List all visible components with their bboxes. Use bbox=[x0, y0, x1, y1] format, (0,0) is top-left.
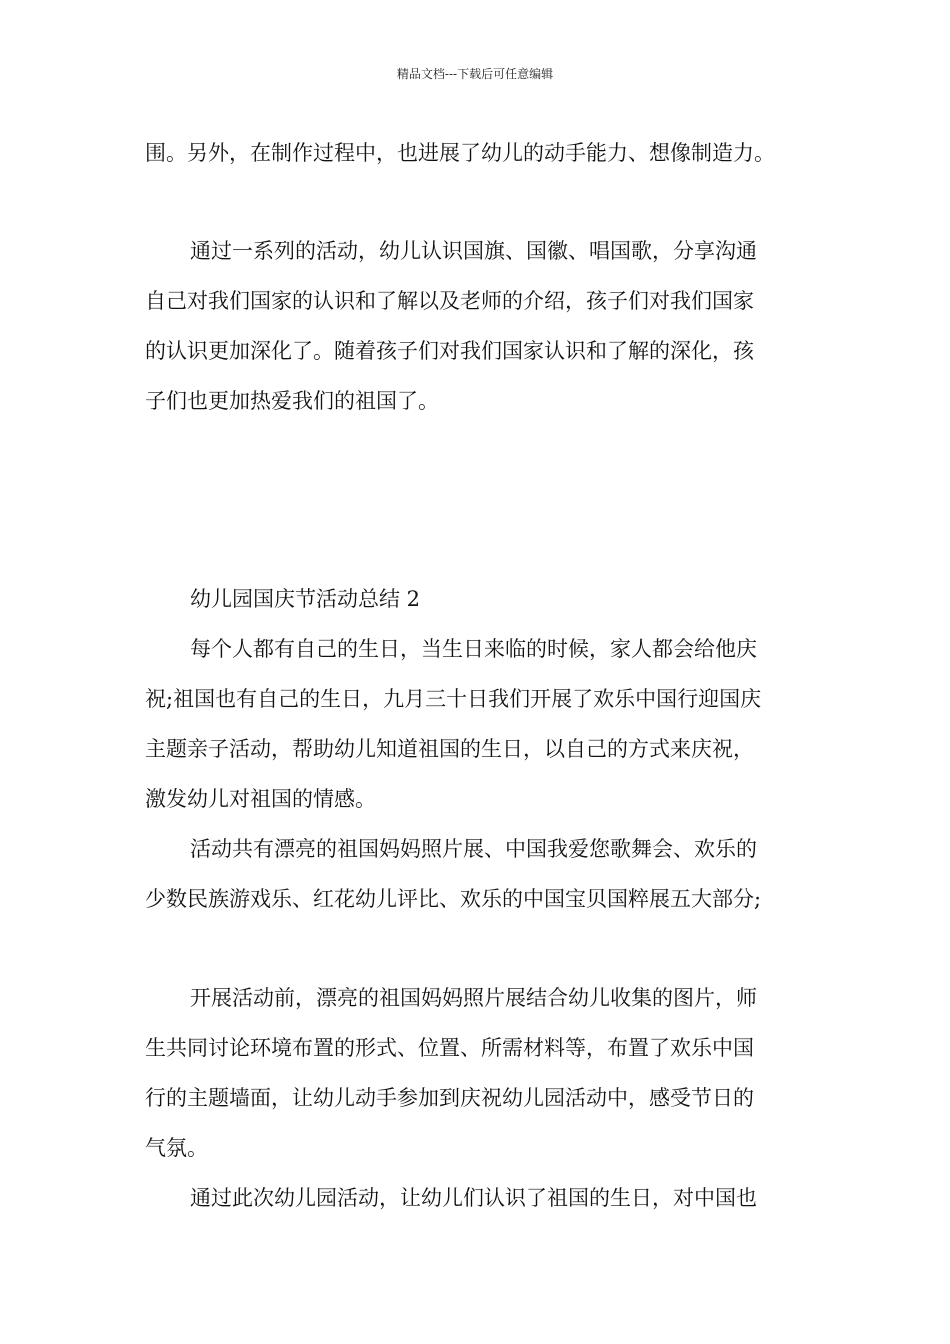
paragraph-line: 生共同讨论环境布置的形式、位置、所需材料等，布置了欢乐中国 bbox=[145, 1036, 754, 1060]
section-title: 幼儿园国庆节活动总结 2 bbox=[190, 587, 421, 611]
paragraph-line: 活动共有漂亮的祖国妈妈照片展、中国我爱您歌舞会、欢乐的 bbox=[190, 837, 757, 861]
paragraph-line: 气氛。 bbox=[145, 1136, 208, 1160]
paragraph-line: 祝;祖国也有自己的生日，九月三十日我们开展了欢乐中国行迎国庆 bbox=[145, 687, 762, 711]
paragraph-line: 主题亲子活动，帮助幼儿知道祖国的生日，以自己的方式来庆祝， bbox=[145, 737, 754, 761]
paragraph-line: 的认识更加深化了。随着孩子们对我们国家认识和了解的深化，孩 bbox=[145, 339, 754, 363]
paragraph-line: 自己对我们国家的认识和了解以及老师的介绍，孩子们对我们国家 bbox=[145, 289, 754, 313]
paragraph-line: 行的主题墙面，让幼儿动手参加到庆祝幼儿园活动中，感受节日的 bbox=[145, 1086, 754, 1110]
paragraph-line: 通过一系列的活动，幼儿认识国旗、国徽、唱国歌，分享沟通 bbox=[190, 239, 757, 263]
page-header: 精品文档---下载后可任意编辑 bbox=[396, 67, 554, 81]
paragraph-line: 开展活动前，漂亮的祖国妈妈照片展结合幼儿收集的图片，师 bbox=[190, 986, 757, 1010]
paragraph-line: 围。另外，在制作过程中，也进展了幼儿的动手能力、想像制造力。 bbox=[145, 141, 775, 165]
paragraph-line: 子们也更加热爱我们的祖国了。 bbox=[145, 389, 439, 413]
paragraph-line: 通过此次幼儿园活动，让幼儿们认识了祖国的生日，对中国也 bbox=[190, 1186, 757, 1210]
paragraph-line: 少数民族游戏乐、红花幼儿评比、欢乐的中国宝贝国粹展五大部分; bbox=[145, 887, 762, 911]
paragraph-line: 每个人都有自己的生日，当生日来临的时候，家人都会给他庆 bbox=[190, 637, 757, 661]
paragraph-line: 激发幼儿对祖国的情感。 bbox=[145, 787, 376, 811]
